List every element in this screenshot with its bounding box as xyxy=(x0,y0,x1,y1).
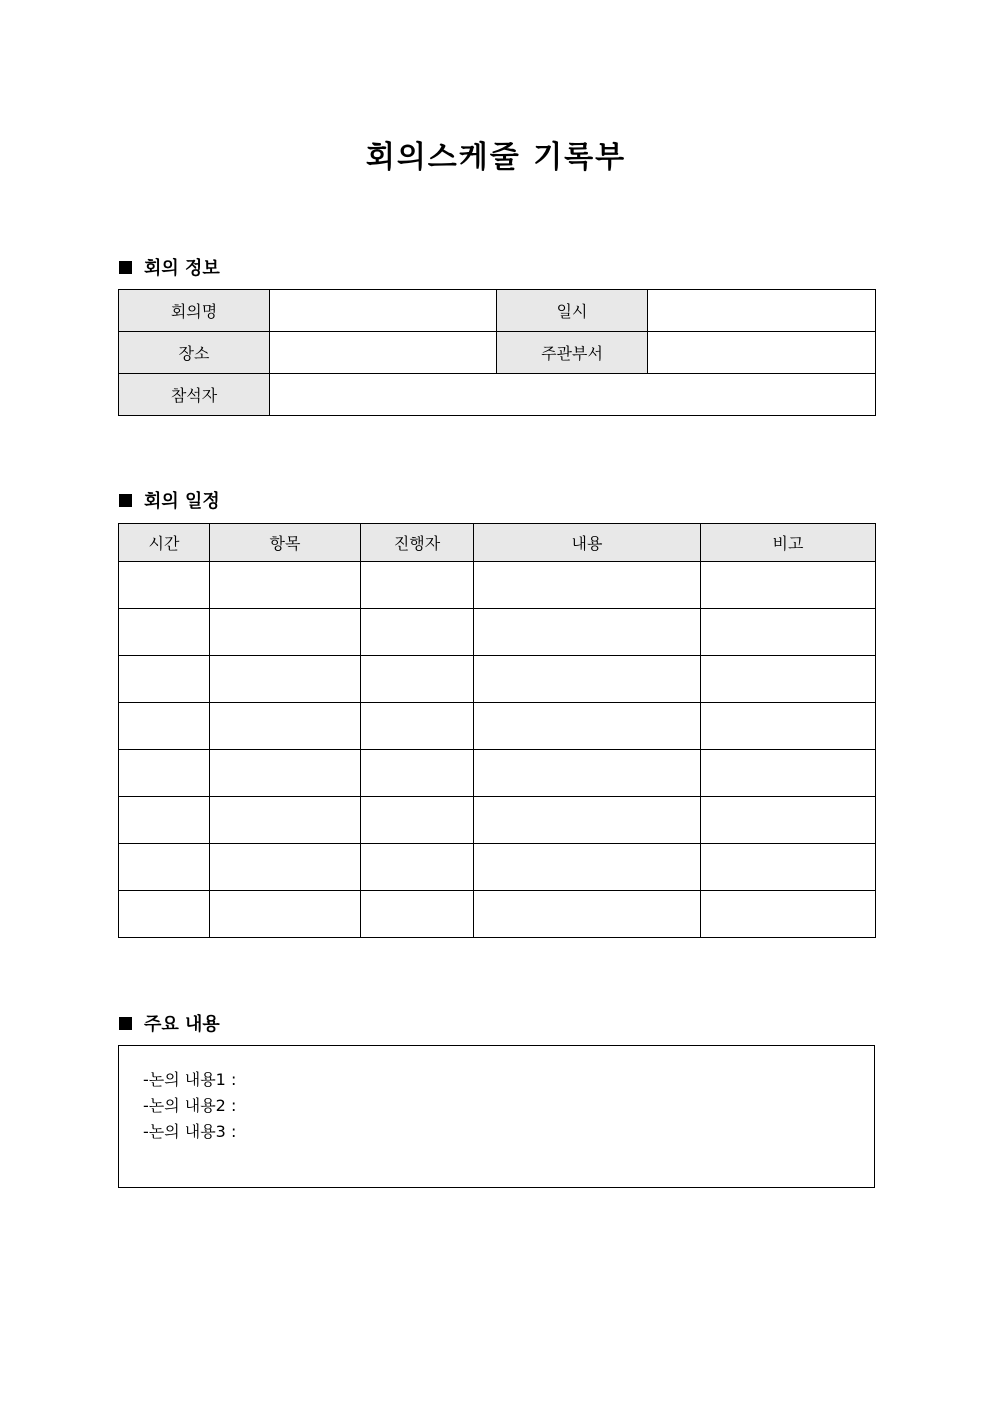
meeting-name-label: 회의명 xyxy=(119,290,270,332)
attendees-label: 참석자 xyxy=(119,374,270,416)
table-row xyxy=(119,332,876,374)
black-square-icon xyxy=(119,494,132,507)
presenter-cell[interactable] xyxy=(361,703,474,750)
table-row xyxy=(119,290,876,332)
presenter-cell[interactable] xyxy=(361,656,474,703)
time-cell[interactable] xyxy=(119,844,210,891)
time-cell[interactable] xyxy=(119,609,210,656)
time-cell[interactable] xyxy=(119,703,210,750)
time-cell[interactable] xyxy=(119,891,210,938)
dept-label: 주관부서 xyxy=(497,332,648,374)
item-cell[interactable] xyxy=(210,750,361,797)
presenter-cell[interactable] xyxy=(361,844,474,891)
dept-field[interactable] xyxy=(648,332,876,374)
section-heading-label: 주요 내용 xyxy=(144,1014,220,1035)
table-row xyxy=(119,844,876,891)
presenter-cell[interactable] xyxy=(361,609,474,656)
table-row xyxy=(119,703,876,750)
column-header-content: 내용 xyxy=(474,524,701,562)
content-cell[interactable] xyxy=(474,750,701,797)
column-header-time: 시간 xyxy=(119,524,210,562)
item-cell[interactable] xyxy=(210,703,361,750)
datetime-label: 일시 xyxy=(497,290,648,332)
content-cell[interactable] xyxy=(474,562,701,609)
column-header-presenter: 진행자 xyxy=(361,524,474,562)
remarks-cell[interactable] xyxy=(701,844,876,891)
discussion-line-1: -논의 내용1 : xyxy=(143,1070,237,1089)
place-field[interactable] xyxy=(270,332,497,374)
section-heading-meeting-info xyxy=(119,254,220,280)
discussion-line-2: -논의 내용2 : xyxy=(143,1096,237,1115)
table-row xyxy=(119,750,876,797)
black-square-icon xyxy=(119,1017,132,1030)
content-cell[interactable] xyxy=(474,844,701,891)
remarks-cell[interactable] xyxy=(701,797,876,844)
table-row xyxy=(119,891,876,938)
main-content-box[interactable] xyxy=(118,1045,875,1188)
table-row xyxy=(119,562,876,609)
meeting-name-field[interactable] xyxy=(270,290,497,332)
section-heading-label: 회의 일정 xyxy=(144,491,220,512)
presenter-cell[interactable] xyxy=(361,891,474,938)
table-row xyxy=(119,609,876,656)
place-label: 장소 xyxy=(119,332,270,374)
table-row xyxy=(119,656,876,703)
item-cell[interactable] xyxy=(210,891,361,938)
content-cell[interactable] xyxy=(474,703,701,750)
time-cell[interactable] xyxy=(119,656,210,703)
item-cell[interactable] xyxy=(210,562,361,609)
remarks-cell[interactable] xyxy=(701,750,876,797)
column-header-remarks: 비고 xyxy=(701,524,876,562)
section-heading-label: 회의 정보 xyxy=(144,258,220,279)
discussion-line-3: -논의 내용3 : xyxy=(143,1122,237,1141)
remarks-cell[interactable] xyxy=(701,703,876,750)
item-cell[interactable] xyxy=(210,656,361,703)
remarks-cell[interactable] xyxy=(701,656,876,703)
attendees-field[interactable] xyxy=(270,374,876,416)
meeting-info-table xyxy=(118,289,876,416)
time-cell[interactable] xyxy=(119,797,210,844)
item-cell[interactable] xyxy=(210,797,361,844)
presenter-cell[interactable] xyxy=(361,797,474,844)
presenter-cell[interactable] xyxy=(361,750,474,797)
content-cell[interactable] xyxy=(474,891,701,938)
black-square-icon xyxy=(119,261,132,274)
schedule-table xyxy=(118,523,876,938)
section-heading-schedule xyxy=(119,487,220,513)
remarks-cell[interactable] xyxy=(701,562,876,609)
content-cell[interactable] xyxy=(474,609,701,656)
remarks-cell[interactable] xyxy=(701,891,876,938)
section-heading-main-content xyxy=(119,1010,220,1036)
table-row xyxy=(119,797,876,844)
item-cell[interactable] xyxy=(210,609,361,656)
content-cell[interactable] xyxy=(474,656,701,703)
presenter-cell[interactable] xyxy=(361,562,474,609)
item-cell[interactable] xyxy=(210,844,361,891)
document-title: 회의스케줄 기록부 xyxy=(365,140,627,175)
table-header-row xyxy=(119,524,876,562)
content-cell[interactable] xyxy=(474,797,701,844)
time-cell[interactable] xyxy=(119,562,210,609)
time-cell[interactable] xyxy=(119,750,210,797)
datetime-field[interactable] xyxy=(648,290,876,332)
remarks-cell[interactable] xyxy=(701,609,876,656)
table-row xyxy=(119,374,876,416)
column-header-item: 항목 xyxy=(210,524,361,562)
